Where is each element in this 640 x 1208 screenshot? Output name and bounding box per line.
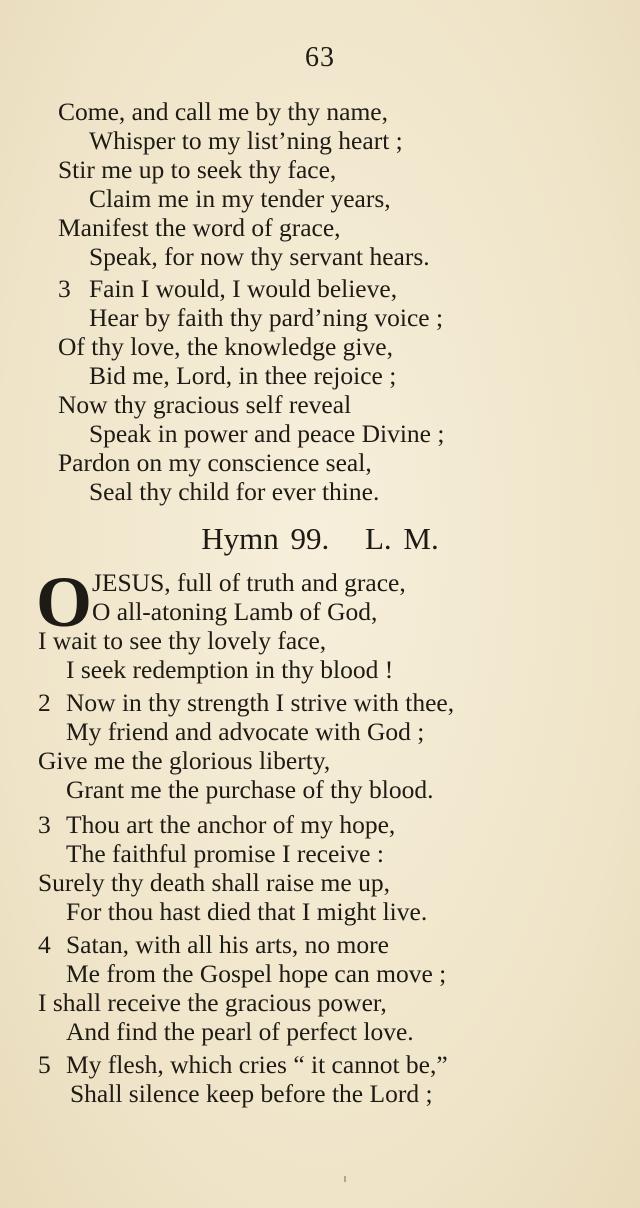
verse-line: Stir me up to seek thy face, [58,155,337,184]
verse-line: I seek redemption in thy blood ! [66,655,394,684]
verse-line: The faithful promise I receive : [66,839,384,868]
verse-line: Whisper to my list’ning heart ; [89,126,403,155]
verse-line: Now in thy strength I strive with thee, [66,688,455,717]
hymn-meter: L. M. [365,521,439,556]
verse-line: I shall receive the gracious power, [38,988,387,1017]
hymn-title [0,520,640,558]
drop-cap: O [36,562,93,642]
stanza-number: 3 [58,274,71,303]
verse-line: Seal thy child for ever thine. [89,477,380,506]
verse-line: Bid me, Lord, in thee rejoice ; [89,361,397,390]
verse-line: Now thy gracious self reveal [58,390,352,419]
verse-line: And find the pearl of perfect love. [66,1017,414,1046]
stanza-number: 3 [38,810,51,839]
verse-line: Manifest the word of grace, [58,213,341,242]
verse-line: Speak, for now thy servant hears. [89,242,430,271]
hymn-number: Hymn 99. [201,521,330,556]
verse-line: Me from the Gospel hope can move ; [66,959,447,988]
stanza-number: 2 [38,688,51,717]
verse-line: Come, and call me by thy name, [58,97,388,126]
stanza-number: 5 [38,1050,51,1079]
verse-line: Give me the glorious liberty, [38,746,331,775]
verse-line: Thou art the anchor of my hope, [66,810,396,839]
verse-line: Shall silence keep before the Lord ; [70,1079,433,1108]
verse-line: My flesh, which cries “ it cannot be,” [66,1050,448,1079]
verse-line: Grant me the purchase of thy blood. [66,775,434,804]
verse-line: Fain I would, I would believe, [89,274,398,303]
stanza-number: 4 [38,930,51,959]
verse-line: Of thy love, the knowledge give, [58,332,393,361]
verse-line: Surely thy death shall raise me up, [38,868,390,897]
verse-line: For thou hast died that I might live. [66,897,428,926]
verse-line: O all-atoning Lamb of God, [92,597,378,626]
verse-line: I wait to see thy lovely face, [38,626,327,655]
verse-line: My friend and advocate with God ; [66,717,425,746]
verse-line: Speak in power and peace Divine ; [89,419,445,448]
verse-line: Pardon on my conscience seal, [58,448,372,477]
verse-line: Satan, with all his arts, no more [66,930,389,959]
verse-line: JESUS, full of truth and grace, [92,568,406,597]
verse-line: Hear by faith thy pard’ning voice ; [89,303,444,332]
page-number: 63 [305,42,335,73]
verse-line: Claim me in my tender years, [89,184,391,213]
paper-speck [344,1176,346,1182]
